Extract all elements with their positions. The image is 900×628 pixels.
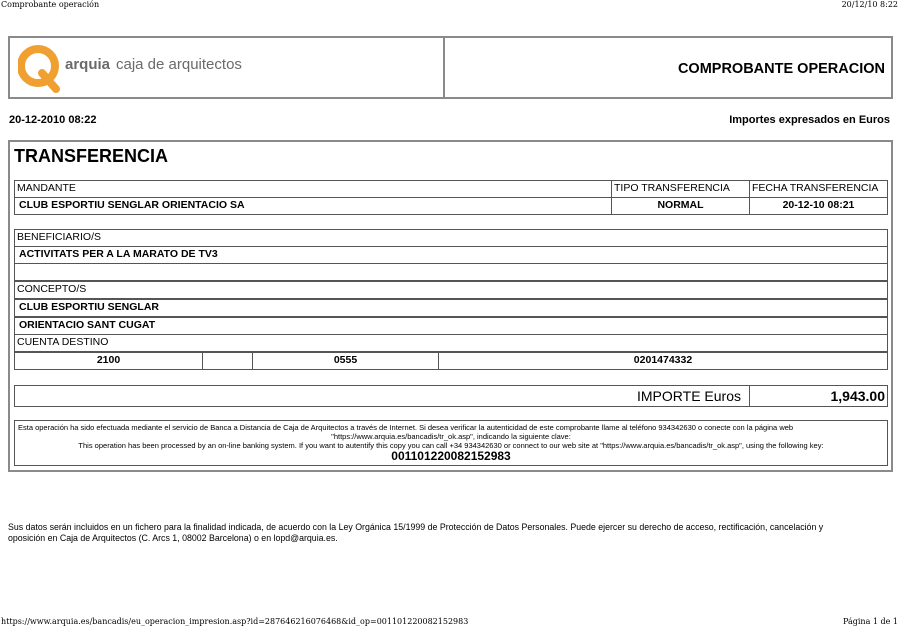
print-title: Comprobante operación — [1, 0, 100, 9]
currency-note: Importes expresados en Euros — [729, 114, 890, 126]
cuenta-numero: 0201474332 — [438, 352, 888, 370]
transfer-title: TRANSFERENCIA — [14, 146, 169, 166]
brand-tagline: caja de arquitectos — [116, 56, 242, 73]
brand-name: arquia — [65, 56, 111, 73]
cuenta-oficina: 0555 — [252, 352, 439, 370]
verification-key: 001101220082152983 — [391, 449, 511, 463]
header-divider — [443, 38, 445, 97]
beneficiario-value: ACTIVITATS PER A LA MARATO DE TV3 — [14, 246, 888, 264]
importe-value: 1,943.00 — [749, 385, 888, 407]
importe-label: IMPORTE Euros — [14, 385, 750, 407]
print-datetime: 20/12/10 8:22 — [841, 0, 898, 9]
concepto-line-1: CLUB ESPORTIU SENGLAR — [14, 299, 888, 317]
fecha-transferencia-value: 20-12-10 08:21 — [749, 197, 888, 215]
notice-en-line: This operation has been processed by an on-line banking system. If you want to autentify this copy you can call +34 934342630 or connect to our web site at "https://www.arquia.es/bancadis/tr_ok.asp", using the following key: — [78, 441, 824, 450]
tipo-transferencia-value: NORMAL — [611, 197, 750, 215]
privacy-notice — [8, 522, 888, 544]
cuenta-entidad: 2100 — [14, 352, 203, 370]
issue-date: 20-12-2010 08:22 — [9, 114, 97, 126]
concepto-line-2: ORIENTACIO SANT CUGAT — [14, 317, 888, 335]
beneficiario-empty-row — [14, 263, 888, 281]
fecha-transferencia-label: FECHA TRANSFERENCIA — [749, 180, 888, 198]
verification-notice — [14, 420, 888, 466]
concepto-label: CONCEPTO/S — [14, 281, 888, 299]
beneficiario-label: BENEFICIARIO/S — [14, 229, 888, 247]
header-box — [8, 36, 893, 99]
print-page-number: Página 1 de 1 — [842, 617, 898, 626]
document-title: COMPROBANTE OPERACION — [677, 61, 885, 77]
logo-q-icon — [18, 45, 62, 93]
cuenta-dc — [202, 352, 253, 370]
notice-es-line-1: Esta operación ha sido efectuada mediante el servicio de Banca a Distancia de Caja de Arquitectos a través de Internet. Si desea verificar la autenticidad de este comprobante llame al teléfono 934342630 o conecte con la página web — [18, 423, 794, 432]
arquia-logo — [18, 45, 62, 98]
privacy-line-2: oposición en Caja de Arquitectos (C. Arcs 1, 08002 Barcelona) o en lopd@arquia.es. — [8, 533, 338, 543]
privacy-line-1: Sus datos serán incluidos en un fichero para la finalidad indicada, de acuerdo con la Ley Orgánica 15/1999 de Protección de Datos Personales. Puede ejercer su derecho de acceso, rectificación, cancelación y — [8, 522, 824, 532]
transfer-box — [8, 140, 893, 472]
print-url: https://www.arquia.es/bancadis/eu_operacion_impresion.asp?id=287646216076468&id_op=001101220082152983 — [1, 617, 469, 626]
mandante-value: CLUB ESPORTIU SENGLAR ORIENTACIO SA — [14, 197, 612, 215]
mandante-label: MANDANTE — [14, 180, 612, 198]
tipo-transferencia-label: TIPO TRANSFERENCIA — [611, 180, 750, 198]
notice-es-line-2: "https://www.arquia.es/bancadis/tr_ok.asp", indicando la siguiente clave: — [331, 432, 571, 441]
cuenta-destino-label: CUENTA DESTINO — [14, 334, 888, 352]
